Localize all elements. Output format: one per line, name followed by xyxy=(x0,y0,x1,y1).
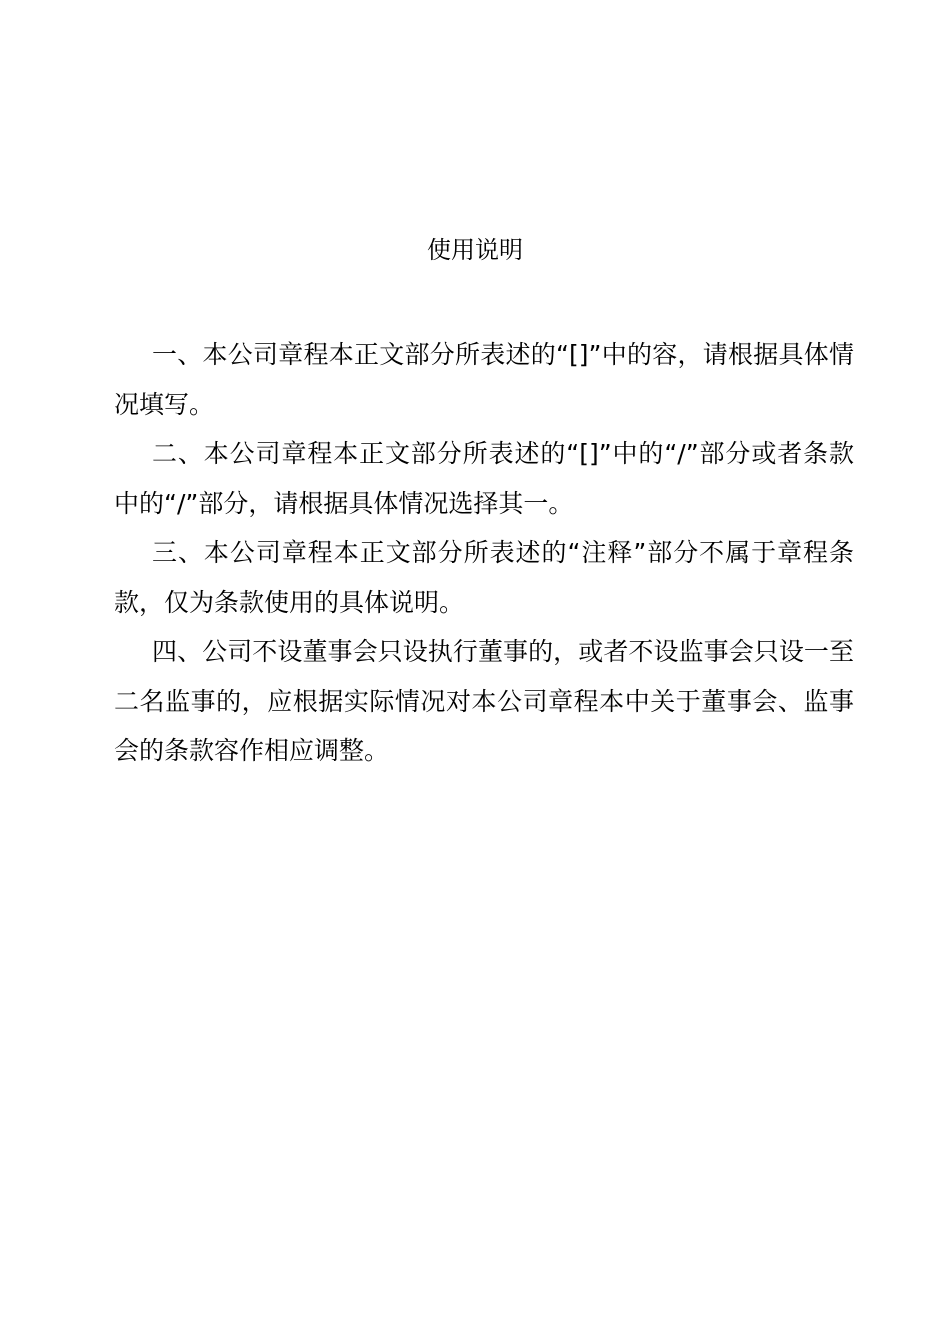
instruction-paragraph-4: 四、公司不设董事会只设执行董事的，或者不设监事会只设一至二名监事的，应根据实际情况对本公司章程本中关于董事会、监事会的条款容作相应调整。 xyxy=(114,637,854,765)
instruction-paragraph-1: 一、本公司章程本正文部分所表述的“[]”中的容，请根据具体情况填写。 xyxy=(114,340,854,419)
page-title: 使用说明 xyxy=(427,236,523,264)
instruction-paragraph-2: 二、本公司章程本正文部分所表述的“[]”中的“/”部分或者条款中的“/”部分，请根据具体情况选择其一。 xyxy=(114,439,854,518)
instruction-paragraph-3: 三、本公司章程本正文部分所表述的“注释”部分不属于章程条款，仅为条款使用的具体说明。 xyxy=(114,538,854,617)
instructions-body xyxy=(114,330,854,776)
